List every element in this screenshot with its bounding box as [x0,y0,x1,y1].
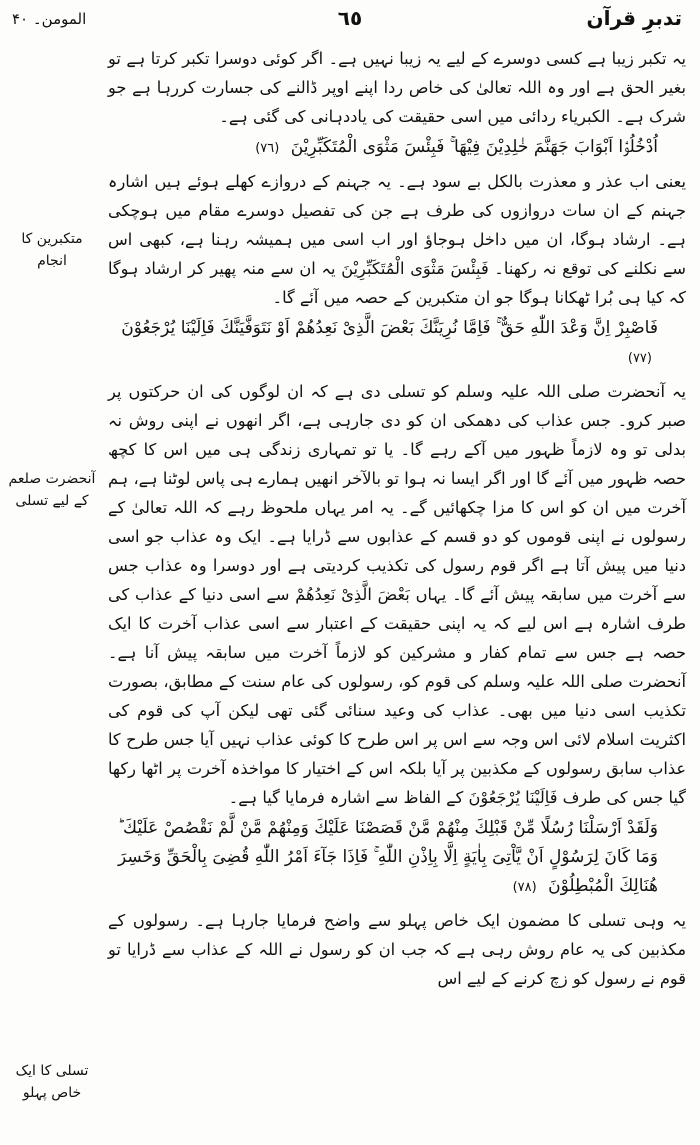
verse-number: (٧٨) [512,880,537,895]
verse-text: وَلَقَدْ اَرْسَلْنَا رُسُلًا مِّنْ قَبْلِكَ مِنْهُمْ مَّنْ قَصَصْنَا عَلَیْكَ وَمِنْهُمْ مَّنْ لَّمْ نَقْصُصْ عَلَیْكَ ؕ وَمَا كَانَ لِرَسُوْلٍ اَنْ یَّاْتِیَ بِاٰیَةٍ اِلَّا بِاِذْنِ اللّٰهِ ۚ فَاِذَا جَآءَ اَمْرُ اللّٰهِ قُضِیَ بِالْحَقِّ وَخَسِرَ هُنَالِكَ الْمُبْطِلُوْنَ [117,818,658,896]
quran-verse [108,133,686,163]
paragraph: یہ آنحضرت صلی اللہ علیہ وسلم کو تسلی دی ہے کہ ان لوگوں کی ان حرکتوں پر صبر کرو۔ جس عذاب کی دھمکی ان کو دی جارہی ہے، اگر انھوں نے اپنی روش نہ بدلی تو وہ لازماً ظہور میں آکے رہے گا۔ یا تو تمہاری زندگی ہی میں اس کا کچھ حصہ ظہور میں آئے گا اور اگر ایسا نہ ہوا تو بالآخر انھیں ہمارے ہی پاس لوٹنا ہے، ہم آخرت میں ان کو اس کا مزا چکھائیں گے۔ یہ امر یہاں ملحوظ رہے کہ اللہ تعالیٰ کے رسولوں نے اپنی قوموں کو دو قسم کے عذابوں سے ڈرایا ہے۔ ایک وہ عذاب جو اسی دنیا میں پیش آتا ہے اگر قوم رسول کی تکذیب کردیتی ہے اور دوسرا وہ عذاب جس سے آخرت میں سابقہ پیش آئے گا۔ یہاں بَعْضَ الَّذِیْ نَعِدُهُمْ سے اسی دنیا کے عذاب کی طرف اشارہ ہے اس لیے کہ یہ اپنی حقیقت کے اعتبار سے اسی عذاب آخرت کا ایک حصہ ہے جس سے تمام کفار و مشرکین کو لازماً آخرت میں سابقہ پیش آنا ہے۔ آنحضرت صلی اللہ علیہ وسلم کی قوم کو، رسولوں کی عام سنت کے مطابق، بصورت تکذیب اسی دنیا میں بھی۔ عذاب کی وعید سنائی گئی تھی لیکن آپ کی قوم کی اکثریت اسلام لائی اس وجہ سے اس پر اس طرح کا کوئی عذاب نہیں آیا جس طرح کا عذاب سابق رسولوں کے مکذبین پر آیا بلکہ اس کے اختیار کا مواخذہ آخرت پر اٹھا رکھا گیا جس کی طرف فَاِلَیْنَا یُرْجَعُوْنَ کے الفاظ سے اشارہ فرمایا گیا ہے۔ [108,382,686,807]
page-body [108,44,686,1139]
surah-label: المومن۔ ۴۰ [12,10,87,28]
quran-verse [108,814,686,902]
margin-note: تسلی کا ایک خاص پہلو [15,1063,89,1101]
verse-text: فَاصْبِرْ اِنَّ وَعْدَ اللّٰهِ حَقٌّ ۚ فَاِمَّا نُرِیَنَّكَ بَعْضَ الَّذِیْ نَعِدُهُمْ اَوْ نَتَوَفَّیَنَّكَ فَاِلَیْنَا یُرْجَعُوْنَ [121,318,658,338]
page-number: ٦٥ [337,6,363,30]
margin-note: آنحضرت صلعم کے لیے تسلی [8,471,96,509]
verse-text: اُدْخُلُوْۤا اَبْوَابَ جَهَنَّمَ خٰلِدِیْنَ فِیْهَا ۚ فَبِئْسَ مَثْوَى الْمُتَكَبِّرِیْنَ [290,137,658,157]
quran-verse [108,314,686,373]
paragraph: یہ وہی تسلی کا مضمون ایک خاص پہلو سے واضح فرمایا جارہا ہے۔ رسولوں کے مکذبین کی یہ عام روش رہی ہے کہ جب ان کو رسول نے اللہ کے عذاب سے ڈرایا تو قوم نے رسول کو زچ کرنے کے لیے اس [108,911,686,988]
margin-note: متکبرین کا انجام [21,231,83,269]
paragraph: یعنی اب عذر و معذرت بالکل بے سود ہے۔ یہ جہنم کے دروازے کھلے ہوئے ہیں اشارہ جہنم کے ان سات دروازوں کی طرف ہے جن کی تفصیل دوسرے مقام میں ہوچکی ہے۔ ارشاد ہوگا، ان میں داخل ہوجاؤ اور اب اسی میں ہمیشہ رہنا ہے، کبھی اس سے نکلنے کی توقع نہ رکھنا۔ فَبِئْسَ مَثْوَى الْمُتَكَبِّرِیْنَ یہ ان سے منہ پھیر کر ارشاد ہوگا کہ کیا ہی بُرا ٹھکانا ہوگا جو ان متکبرین کے حصہ میں آئے گا۔ [108,172,686,307]
verse-number: (٧٧) [627,351,652,366]
verse-number: (٧٦) [255,141,280,156]
paragraph: یہ تکبر زیبا ہے کسی دوسرے کے لیے یہ زیبا نہیں ہے۔ اگر کوئی دوسرا تکبر کرتا ہے تو بغیر الحق ہے اور وہ اللہ تعالیٰ کی خاص ردا اپنے اوپر ڈالنے کی جسارت کررہا ہے جو شرک ہے۔ الکبریاء ردائی میں اسی حقیقت کی یاددہانی کی گئی ہے۔ [108,49,686,126]
book-title: تدبرِ قرآن [586,6,682,30]
page-header [0,6,700,40]
